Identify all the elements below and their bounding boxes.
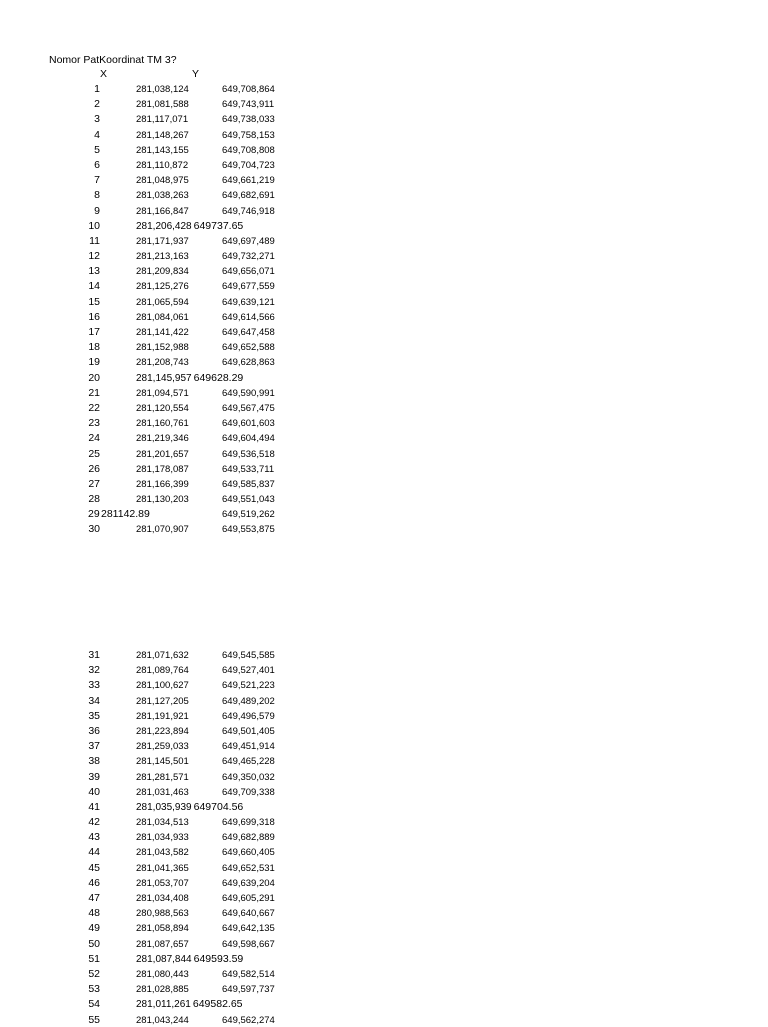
y-coordinate: 649,708,864: [222, 84, 275, 95]
point-number: 50: [88, 937, 100, 950]
table-row: [0, 966, 768, 981]
y-coordinate: 649,590,991: [222, 387, 275, 399]
table-row: [0, 723, 768, 738]
y-coordinate: 649704.56: [193, 800, 244, 813]
point-number: 3: [94, 113, 100, 126]
y-coordinate: 649,501,405: [222, 725, 275, 737]
table-row: [0, 400, 768, 415]
x-coordinate: 281,038,124: [136, 84, 189, 95]
y-coordinate: 649,533,711: [222, 463, 275, 475]
point-number: 24: [88, 432, 100, 445]
point-number: 8: [94, 189, 100, 202]
table-row: [0, 172, 768, 187]
x-coordinate: 281,043,582: [136, 847, 189, 859]
x-coordinate: 281,028,885: [136, 984, 189, 996]
y-coordinate: 649,582,514: [222, 968, 275, 980]
point-number: 45: [88, 861, 100, 874]
table-row: [0, 111, 768, 126]
point-number: 52: [88, 967, 100, 980]
y-coordinate: 649,628,863: [222, 357, 275, 369]
table-row: [0, 905, 768, 920]
x-coordinate: 280,988,563: [136, 908, 189, 920]
x-coordinate: 281,160,761: [136, 418, 189, 430]
table-row: [0, 278, 768, 293]
x-coordinate: 281,145,957 649628.29: [136, 371, 244, 384]
table-row: [0, 370, 768, 385]
y-coordinate: 649,708,808: [222, 144, 275, 156]
y-coordinate: 649582.65: [192, 998, 243, 1011]
table-row: [0, 708, 768, 723]
point-number: 53: [88, 983, 100, 996]
table-row: [0, 647, 768, 662]
point-number: 29: [88, 508, 100, 521]
table-row: [0, 203, 768, 218]
table-row: [0, 476, 768, 491]
y-coordinate: 649,652,588: [222, 342, 275, 354]
table-row: [0, 521, 768, 536]
x-coordinate: 281,141,422: [136, 327, 189, 338]
x-coordinate: 281,065,594: [136, 296, 189, 308]
point-number: 46: [88, 876, 100, 889]
point-number: 32: [88, 664, 100, 677]
x-coordinate: 281,166,399: [136, 478, 189, 490]
point-number: 34: [88, 694, 100, 707]
point-number: 19: [88, 356, 100, 369]
point-number: 7: [94, 174, 100, 187]
point-number: 28: [88, 493, 100, 506]
x-coordinate: 281,223,894: [136, 725, 189, 737]
point-number: 51: [88, 952, 100, 965]
table-row: [0, 1012, 768, 1027]
table-row: [0, 324, 768, 339]
table-row: [0, 446, 768, 461]
table-row: [0, 157, 768, 172]
table-row: [0, 354, 768, 369]
x-coordinate: 281,031,463: [136, 786, 189, 798]
x-coordinate: 281142.89: [101, 508, 150, 521]
x-coordinate: 281,120,554: [136, 402, 189, 414]
x-coordinate: 281,035,939 649704.56: [136, 800, 244, 813]
coordinate-table-part-2: [0, 647, 768, 1027]
y-coordinate: 649,682,691: [222, 190, 275, 202]
y-coordinate: 649,604,494: [222, 433, 275, 445]
x-coordinate: 281,117,071: [136, 114, 189, 126]
y-coordinate: 649,639,121: [222, 296, 275, 308]
x-coordinate: 281,034,933: [136, 832, 189, 844]
point-number: 13: [88, 265, 100, 278]
y-coordinate: 649,704,723: [222, 159, 275, 171]
y-coordinate: 649,350,032: [222, 771, 275, 783]
x-coordinate: 281,130,203: [136, 494, 189, 506]
y-coordinate: 649,660,405: [222, 847, 275, 859]
x-coordinate: 281,208,743: [136, 357, 189, 369]
point-number: 16: [88, 310, 100, 323]
y-coordinate: 649,489,202: [222, 695, 275, 707]
y-coordinate: 649,496,579: [222, 710, 275, 722]
point-number: 22: [88, 401, 100, 414]
x-coordinate: 281,152,988: [136, 342, 189, 354]
y-coordinate: 649,656,071: [222, 266, 275, 278]
table-row: [0, 996, 768, 1011]
point-number: 5: [94, 143, 100, 156]
x-coordinate: 281,171,937: [136, 235, 189, 247]
y-coordinate: 649,682,889: [222, 832, 275, 844]
point-number: 26: [88, 462, 100, 475]
table-row: [0, 127, 768, 142]
y-coordinate: 649,746,918: [222, 205, 275, 217]
table-row: [0, 430, 768, 445]
y-coordinate: 649,652,531: [222, 862, 275, 874]
table-row: [0, 920, 768, 935]
table-row: [0, 309, 768, 324]
x-coordinate: 281,213,163: [136, 251, 189, 263]
table-row: [0, 415, 768, 430]
point-number: 11: [89, 234, 100, 247]
y-coordinate: 649593.59: [193, 952, 244, 965]
x-coordinate: 281,034,408: [136, 893, 189, 904]
y-coordinate: 649,640,667: [222, 908, 275, 920]
x-coordinate: 281,048,975: [136, 175, 189, 187]
x-coordinate: 281,034,513: [136, 817, 189, 829]
table-row: [0, 81, 768, 96]
y-coordinate: 649,551,043: [222, 494, 275, 506]
table-row: [0, 339, 768, 354]
y-coordinate: 649,519,262: [222, 509, 275, 521]
y-coordinate: 649,647,458: [222, 327, 275, 338]
table-row: [0, 491, 768, 506]
table-row: [0, 263, 768, 278]
point-number: 2: [94, 98, 100, 111]
x-coordinate: 281,089,764: [136, 665, 189, 677]
table-row: [0, 860, 768, 875]
table-row: [0, 951, 768, 966]
x-coordinate: 281,110,872: [136, 159, 189, 171]
y-coordinate: 649,614,566: [222, 311, 275, 323]
point-number: 55: [88, 1013, 100, 1026]
table-row: [0, 187, 768, 202]
y-coordinate: 649,743,911: [222, 99, 275, 111]
point-number: 12: [88, 250, 100, 263]
table-row: [0, 784, 768, 799]
point-number: 4: [94, 128, 100, 141]
point-number: 18: [88, 341, 100, 354]
point-number: 36: [88, 724, 100, 737]
point-number: 35: [88, 709, 100, 722]
table-row: [0, 799, 768, 814]
table-row: [0, 875, 768, 890]
table-row: [0, 753, 768, 768]
x-coordinate: 281,259,033: [136, 741, 189, 753]
point-number: 40: [88, 785, 100, 798]
table-row: [0, 248, 768, 263]
point-number: 37: [88, 740, 100, 753]
column-header-x: X: [100, 68, 108, 80]
y-coordinate: 649,536,518: [222, 448, 275, 460]
x-coordinate: 281,053,707: [136, 877, 189, 889]
y-coordinate: 649,567,475: [222, 402, 275, 414]
y-coordinate: 649,758,153: [222, 129, 275, 141]
point-number: 1: [94, 83, 100, 95]
x-coordinate: 281,127,205: [136, 695, 189, 707]
x-coordinate: 281,148,267: [136, 129, 189, 141]
x-coordinate: 281,071,632: [136, 650, 189, 661]
table-row: [0, 233, 768, 248]
x-coordinate: 281,100,627: [136, 680, 189, 692]
table-row: [0, 677, 768, 692]
point-number: 39: [88, 770, 100, 783]
x-coordinate: 281,281,571: [136, 771, 189, 783]
y-coordinate: 649,642,135: [222, 923, 275, 935]
table-row: [0, 385, 768, 400]
point-number: 38: [88, 755, 100, 768]
x-coordinate: 281,094,571: [136, 387, 189, 399]
point-number: 25: [88, 447, 100, 460]
x-coordinate: 281,084,061: [136, 311, 189, 323]
point-number: 20: [88, 371, 100, 384]
x-coordinate: 281,206,428 649737.65: [136, 219, 244, 232]
table-row: [0, 506, 768, 521]
y-coordinate: 649,553,875: [222, 524, 275, 536]
y-coordinate: 649,465,228: [222, 756, 275, 768]
y-coordinate: 649,605,291: [222, 893, 275, 904]
x-coordinate: 281,209,834: [136, 266, 189, 278]
table-row: [0, 461, 768, 476]
x-coordinate: 281,125,276: [136, 281, 189, 293]
table-row: [0, 844, 768, 859]
table-row: [0, 829, 768, 844]
table-row: [0, 981, 768, 996]
x-coordinate: 281,145,501: [136, 756, 189, 768]
table-row: [0, 769, 768, 784]
y-coordinate: 649,697,489: [222, 235, 275, 247]
x-coordinate: 281,201,657: [136, 448, 189, 460]
point-number: 54: [88, 998, 100, 1011]
y-coordinate: 649,585,837: [222, 478, 275, 490]
point-number: 41: [88, 800, 100, 813]
y-coordinate: 649,661,219: [222, 175, 275, 187]
x-coordinate: 281,081,588: [136, 99, 189, 111]
point-number: 6: [94, 158, 100, 171]
x-coordinate: 281,011,261 649582.65: [136, 998, 243, 1011]
y-coordinate: 649,451,914: [222, 741, 275, 753]
point-number: 49: [88, 922, 100, 935]
x-coordinate: 281,143,155: [136, 144, 189, 156]
x-coordinate: 281,043,244: [136, 1014, 189, 1026]
point-number: 48: [88, 907, 100, 920]
table-row: [0, 294, 768, 309]
point-number: 33: [88, 679, 100, 692]
y-coordinate: 649737.65: [193, 219, 244, 232]
point-number: 9: [94, 204, 100, 217]
point-number: 15: [88, 295, 100, 308]
point-number: 47: [88, 892, 100, 904]
x-coordinate: 281,041,365: [136, 862, 189, 874]
y-coordinate: 649628.29: [193, 371, 244, 384]
y-coordinate: 649,598,667: [222, 938, 275, 950]
point-number: 42: [88, 816, 100, 829]
table-row: [0, 96, 768, 111]
point-number: 21: [88, 386, 100, 399]
y-coordinate: 649,562,274: [222, 1014, 275, 1026]
table-row: [0, 662, 768, 677]
table-title: Nomor PatKoordinat TM 3?: [49, 54, 177, 66]
y-coordinate: 649,545,585: [222, 650, 275, 661]
point-number: 23: [88, 417, 100, 430]
x-coordinate: 281,219,346: [136, 433, 189, 445]
x-coordinate: 281,087,657: [136, 938, 189, 950]
table-row: [0, 814, 768, 829]
table-row: [0, 142, 768, 157]
point-number: 14: [88, 280, 100, 293]
x-coordinate: 281,087,844 649593.59: [136, 952, 244, 965]
x-coordinate: 281,178,087: [136, 463, 189, 475]
column-header-y: Y: [192, 68, 200, 80]
point-number: 10: [88, 219, 100, 232]
y-coordinate: 649,699,318: [222, 817, 275, 829]
y-coordinate: 649,738,033: [222, 114, 275, 126]
y-coordinate: 649,521,223: [222, 680, 275, 692]
y-coordinate: 649,677,559: [222, 281, 275, 293]
table-row: [0, 218, 768, 233]
x-coordinate: 281,070,907: [136, 524, 189, 536]
table-row: [0, 693, 768, 708]
y-coordinate: 649,732,271: [222, 251, 275, 263]
coordinate-table-part-1: [0, 81, 768, 537]
y-coordinate: 649,527,401: [222, 665, 275, 677]
x-coordinate: 281,191,921: [136, 710, 189, 722]
point-number: 27: [88, 477, 100, 490]
x-coordinate: 281,058,894: [136, 923, 189, 935]
point-number: 31: [88, 649, 100, 661]
y-coordinate: 649,639,204: [222, 877, 275, 889]
point-number: 44: [88, 846, 100, 859]
point-number: 43: [88, 831, 100, 844]
point-number: 30: [88, 523, 100, 536]
table-row: [0, 936, 768, 951]
y-coordinate: 649,597,737: [222, 984, 275, 996]
table-row: [0, 890, 768, 905]
y-coordinate: 649,709,338: [222, 786, 275, 798]
x-coordinate: 281,166,847: [136, 205, 189, 217]
x-coordinate: 281,038,263: [136, 190, 189, 202]
x-coordinate: 281,080,443: [136, 968, 189, 980]
point-number: 17: [88, 326, 100, 338]
y-coordinate: 649,601,603: [222, 418, 275, 430]
table-row: [0, 738, 768, 753]
